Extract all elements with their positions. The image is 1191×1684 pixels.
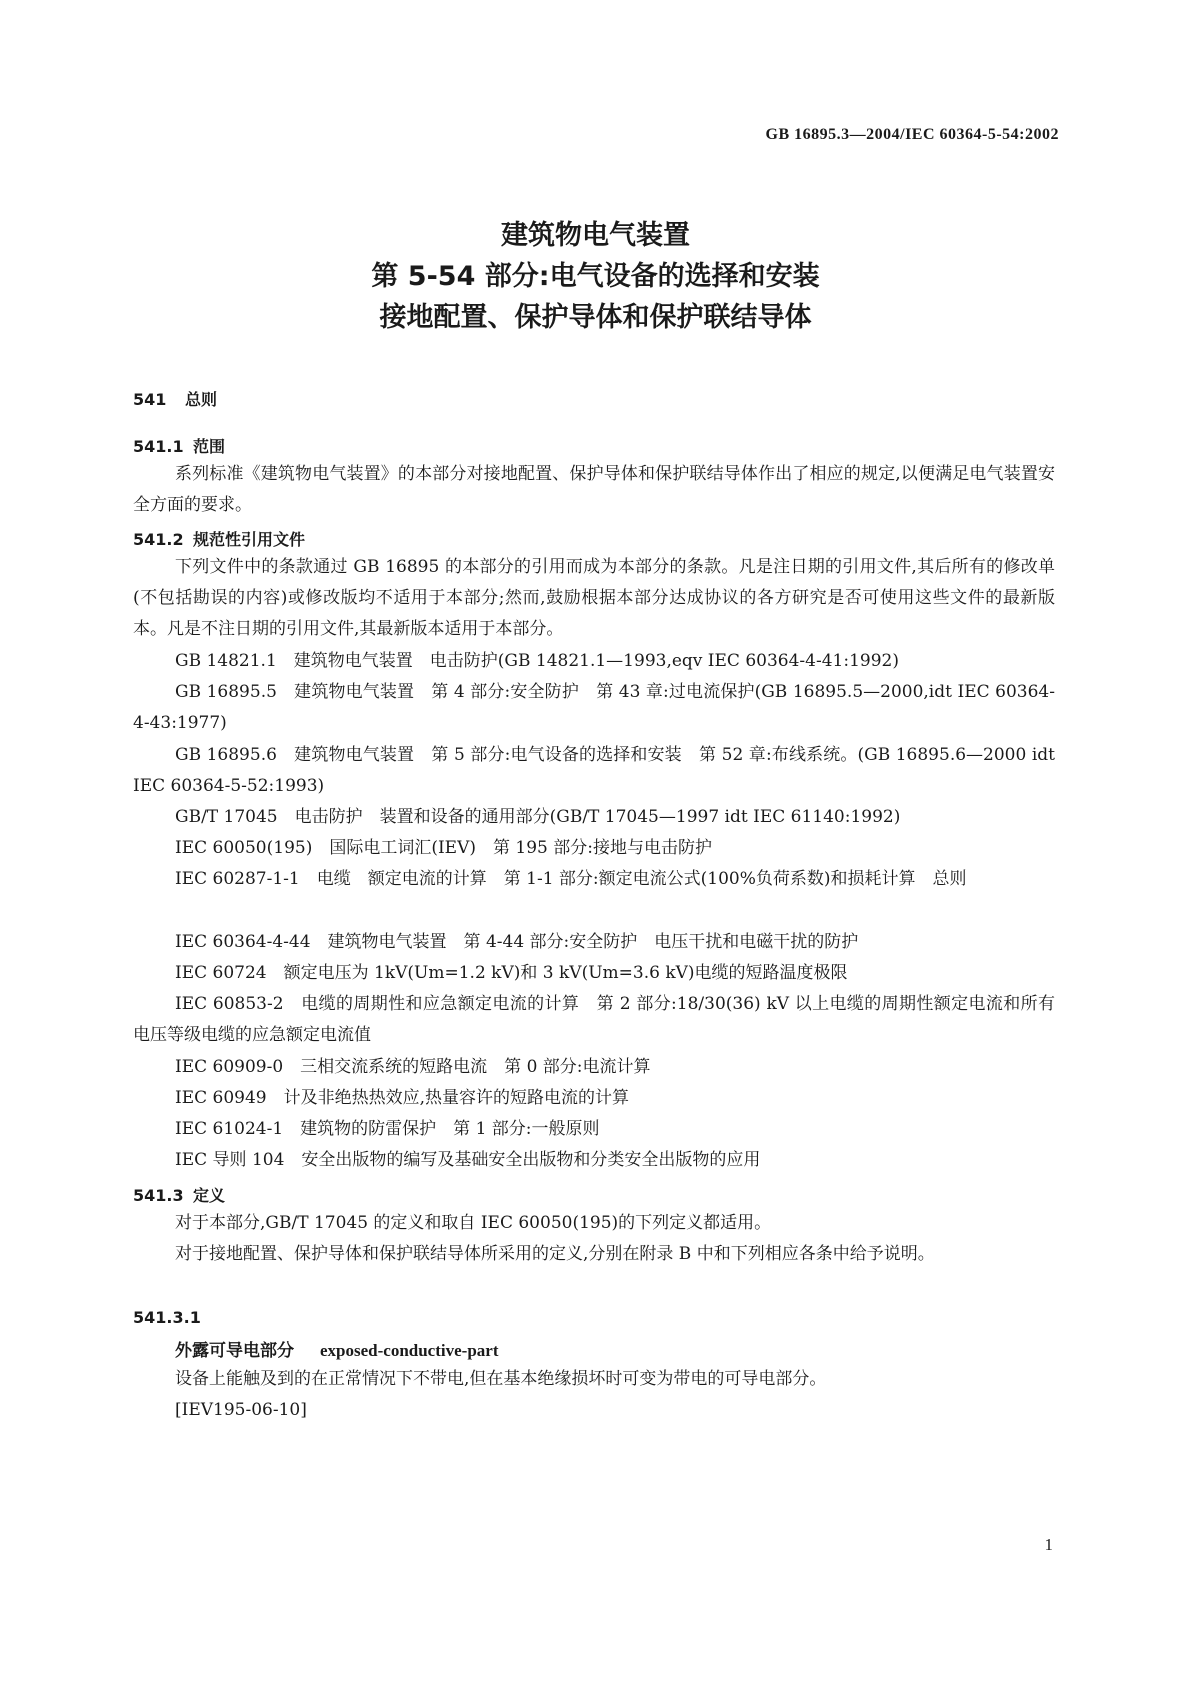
section-541-3-heading	[133, 1183, 225, 1206]
reference-item: IEC 61024-1 建筑物的防雷保护 第 1 部分:一般原则	[175, 1119, 600, 1139]
reference-item: IEC 60287-1-1 电缆 额定电流的计算 第 1-1 部分:额定电流公式(100%负荷系数)和损耗计算 总则	[175, 869, 967, 889]
reference-item: GB 16895.6 建筑物电气装置 第 5 部分:电气设备的选择和安装 第 52 章:布线系统。(GB 16895.6—2000 idt IEC 60364-5-52:1993)	[133, 745, 1055, 796]
reference-item: IEC 60853-2 电缆的周期性和应急额定电流的计算 第 2 部分:18/30(36) kV 以上电缆的周期性额定电流和所有电压等级电缆的应急额定电流值	[133, 994, 1055, 1045]
section-number: 541.3	[133, 1186, 184, 1205]
title-line-1: 建筑物电气装置	[501, 220, 690, 251]
section-title: 规范性引用文件	[193, 530, 306, 549]
reference-item: IEC 60949 计及非绝热热效应,热量容许的短路电流的计算	[175, 1088, 630, 1108]
title-line-2: 第 5-54 部分:电气设备的选择和安装	[371, 261, 820, 292]
definitions-paragraph-1: 对于本部分,GB/T 17045 的定义和取自 IEC 60050(195)的下列定义都适用。	[175, 1213, 772, 1233]
title-line-3: 接地配置、保护导体和保护联结导体	[379, 302, 812, 333]
reference-item: GB 14821.1 建筑物电气装置 电击防护(GB 14821.1—1993,eqv IEC 60364-4-41:1992)	[175, 651, 899, 671]
reference-item: GB/T 17045 电击防护 装置和设备的通用部分(GB/T 17045—1997 idt IEC 61140:1992)	[175, 807, 901, 827]
section-541-2-heading	[133, 527, 305, 550]
section-title: 定义	[193, 1186, 226, 1205]
page-number: 1	[1044, 1535, 1053, 1554]
section-541-3-1-heading	[133, 1308, 201, 1327]
section-title: 范围	[193, 437, 226, 456]
term-english: exposed-conductive-part	[320, 1341, 499, 1360]
section-number: 541.2	[133, 530, 184, 549]
reference-item: IEC 60724 额定电压为 1kV(Um=1.2 kV)和 3 kV(Um=3.6 kV)电缆的短路温度极限	[175, 963, 848, 983]
definitions-paragraph-2: 对于接地配置、保护导体和保护联结导体所采用的定义,分别在附录 B 中和下列相应各条中给予说明。	[175, 1244, 935, 1264]
standard-code: GB 16895.3—2004/IEC 60364-5-54:2002	[765, 126, 1059, 143]
section-number: 541	[133, 390, 167, 409]
reference-item: GB 16895.5 建筑物电气装置 第 4 部分:安全防护 第 43 章:过电流保护(GB 16895.5—2000,idt IEC 60364-4-43:1977)	[133, 682, 1055, 733]
reference-item: IEC 60050(195) 国际电工词汇(IEV) 第 195 部分:接地与电击防护	[175, 838, 712, 858]
reference-item: IEC 60909-0 三相交流系统的短路电流 第 0 部分:电流计算	[175, 1057, 651, 1077]
term-heading	[175, 1336, 498, 1361]
term-reference: [IEV195-06-10]	[175, 1400, 307, 1420]
reference-item: IEC 导则 104 安全出版物的编写及基础安全出版物和分类安全出版物的应用	[175, 1150, 761, 1170]
term-chinese: 外露可导电部分	[175, 1341, 294, 1361]
references-intro-paragraph: 下列文件中的条款通过 GB 16895 的本部分的引用而成为本部分的条款。凡是注日期的引用文件,其后所有的修改单(不包括勘误的内容)或修改版均不适用于本部分;然而,鼓励根据本部分达成协议的各方研究是否可使用这些文件的最新版本。凡是不注日期的引用文件,其最新版本适用于本部分。	[133, 557, 1055, 639]
section-541-heading	[133, 387, 217, 410]
section-number: 541.1	[133, 437, 184, 456]
scope-paragraph: 系列标准《建筑物电气装置》的本部分对接地配置、保护导体和保护联结导体作出了相应的规定,以便满足电气装置安全方面的要求。	[133, 464, 1055, 515]
reference-item: IEC 60364-4-44 建筑物电气装置 第 4-44 部分:安全防护 电压干扰和电磁干扰的防护	[175, 932, 859, 952]
section-title: 总则	[185, 390, 218, 409]
section-number: 541.3.1	[133, 1308, 201, 1327]
term-description: 设备上能触及到的在正常情况下不带电,但在基本绝缘损坏时可变为带电的可导电部分。	[175, 1369, 827, 1389]
section-541-1-heading	[133, 434, 225, 457]
